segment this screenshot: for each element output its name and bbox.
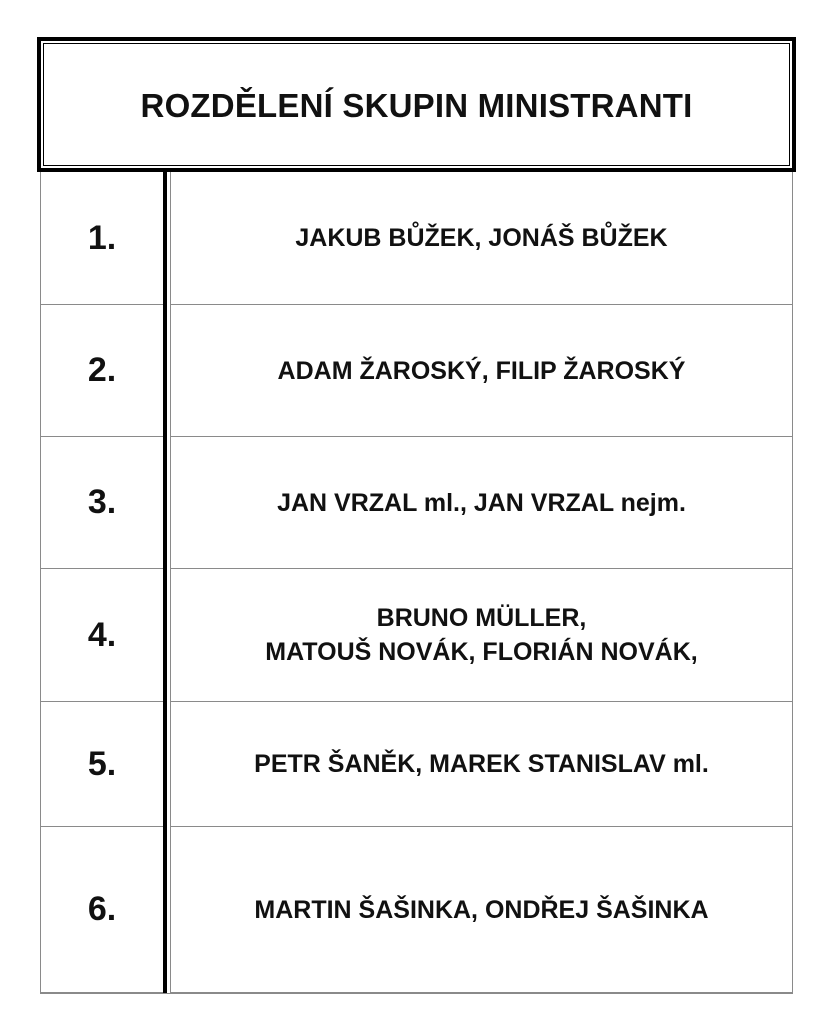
group-number: 2. <box>87 351 117 389</box>
group-names-line: PETR ŠANĚK, MAREK STANISLAV ml. <box>254 750 709 778</box>
group-names-line: JAN VRZAL ml., JAN VRZAL nejm. <box>277 488 686 517</box>
group-names-line: MARTIN ŠAŠINKA, ONDŘEJ ŠAŠINKA <box>254 895 709 924</box>
group-names <box>171 172 792 304</box>
group-row-1 <box>41 172 792 305</box>
group-names-line: JAKUB BŮŽEK, JONÁŠ BŮŽEK <box>295 224 668 252</box>
group-number: 1. <box>87 218 117 257</box>
group-number: 4. <box>87 615 117 654</box>
group-names <box>171 569 792 701</box>
group-row-6 <box>41 827 792 993</box>
group-number: 3. <box>87 483 117 521</box>
group-names <box>171 827 792 992</box>
group-row-4 <box>41 569 792 702</box>
group-number: 5. <box>87 744 117 783</box>
group-names-line: ADAM ŽAROSKÝ, FILIP ŽAROSKÝ <box>277 356 686 385</box>
group-row-5 <box>41 702 792 827</box>
group-names <box>171 305 792 436</box>
group-names-line: MATOUŠ NOVÁK, FLORIÁN NOVÁK, <box>265 638 698 666</box>
group-row-3 <box>41 437 792 569</box>
group-row-2 <box>41 305 792 437</box>
group-names <box>171 437 792 568</box>
group-number: 6. <box>87 890 117 928</box>
page-title: ROZDĚLENÍ SKUPIN MINISTRANTI <box>140 86 693 124</box>
groups-table <box>40 172 793 994</box>
title-box <box>37 37 796 172</box>
column-divider <box>163 172 171 993</box>
group-names-line: BRUNO MÜLLER, <box>376 604 587 632</box>
group-names <box>171 702 792 826</box>
